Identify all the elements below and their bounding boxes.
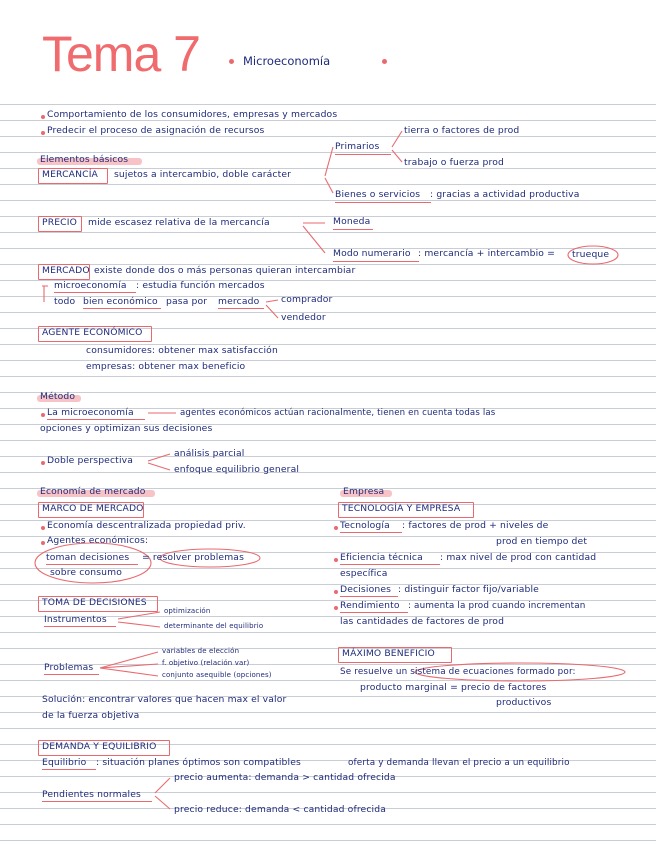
comprador-text: comprador — [281, 294, 333, 305]
bullet-dot — [41, 541, 45, 545]
rule-line — [0, 728, 656, 729]
parcial-text: análisis parcial — [174, 448, 245, 459]
rule-line — [0, 104, 656, 105]
mercado-text: existe donde dos o más personas quieran intercambiar — [94, 265, 356, 276]
efi-text: : max nivel de prod con cantidad — [440, 552, 597, 563]
tec-label: TECNOLOGÍA Y EMPRESA — [342, 503, 461, 514]
underline — [83, 308, 161, 309]
solucion-text: Solución: encontrar valores que hacen max el valor — [42, 694, 287, 705]
trueque-text: trueque — [572, 249, 610, 260]
micro-text: : estudia función mercados — [136, 280, 265, 291]
intro-line-1: Comportamiento de los consumidores, empresas y mercados — [47, 109, 338, 120]
underline — [44, 626, 116, 627]
underline — [340, 596, 398, 597]
micro-label: microeconomía — [54, 280, 127, 291]
rule-line — [0, 648, 656, 649]
determinante-text: determinante del equilibrio — [164, 622, 264, 630]
modo-label: Modo numerario — [333, 248, 411, 259]
general-text: enfoque equilibrio general — [174, 464, 300, 475]
rule-line — [0, 248, 656, 249]
rule-line — [0, 824, 656, 825]
optimizacion-text: optimización — [164, 607, 211, 615]
aumenta-text: precio aumenta: demanda > cantidad ofrecida — [174, 772, 396, 783]
trabajo-text: trabajo o fuerza prod — [404, 157, 504, 168]
todo-text-a: todo — [54, 296, 76, 307]
tec-text: : factores de prod + niveles de — [402, 520, 549, 531]
section-heading-economia: Economía de mercado — [40, 486, 146, 497]
mercado-label: MERCADO — [42, 265, 90, 276]
bullet-dot — [334, 558, 338, 562]
problema-3: conjunto asequible (opciones) — [162, 671, 272, 679]
rule-line — [0, 376, 656, 377]
equilibrio-term: Equilibrio — [42, 757, 87, 768]
bullet-dot — [41, 461, 45, 465]
rule-line — [0, 392, 656, 393]
consumidores-text: consumidores: obtener max satisfacción — [86, 345, 278, 356]
metodo-micro-label: La microeconomía — [47, 407, 134, 418]
metodo-micro-text-2: opciones y optimizan sus decisiones — [40, 423, 213, 434]
problema-2: f. objetivo (relación var) — [162, 659, 250, 667]
maximo-text-2: producto marginal = precio de factores — [360, 682, 547, 693]
marco-label: MARCO DE MERCADO — [42, 503, 144, 514]
underline — [42, 801, 152, 802]
resolver-text: = resolver problemas — [142, 552, 245, 563]
moneda-label: Moneda — [333, 216, 371, 227]
precio-text: mide escasez relativa de la mercancía — [88, 217, 270, 228]
tec-text-2: prod en tiempo det — [496, 536, 588, 547]
precio-label: PRECIO — [42, 217, 77, 228]
instrumentos-label: Instrumentos — [44, 614, 107, 625]
rule-line — [0, 840, 656, 841]
modo-text: : mercancía + intercambio = — [418, 248, 555, 259]
bullet-dot — [382, 59, 387, 64]
page-subtitle: Microeconomía — [243, 54, 331, 68]
underline — [218, 308, 264, 309]
dec-term: Decisiones — [340, 584, 392, 595]
underline — [340, 532, 402, 533]
economia-bullet-2: Agentes económicos: — [47, 535, 149, 546]
rule-line — [0, 440, 656, 441]
underline — [335, 154, 391, 155]
toma-label: TOMA DE DECISIONES — [42, 597, 147, 608]
rule-line — [0, 680, 656, 681]
rule-line — [0, 584, 656, 585]
bullet-dot — [41, 115, 45, 119]
page-title: Tema 7 — [42, 26, 200, 82]
bullet-dot — [334, 590, 338, 594]
underline — [333, 261, 419, 262]
empresas-text: empresas: obtener max beneficio — [86, 361, 246, 372]
agente-label: AGENTE ECONÓMICO — [42, 327, 143, 338]
doble-label: Doble perspectiva — [47, 455, 134, 466]
underline — [42, 769, 96, 770]
section-heading-metodo: Método — [40, 391, 76, 402]
equilibrio-text-2: oferta y demanda llevan el precio a un equilibrio — [348, 758, 570, 768]
bullet-dot — [334, 606, 338, 610]
underline — [47, 419, 145, 420]
ren-text-2: las cantidades de factores de prod — [340, 616, 505, 627]
intro-line-2: Predecir el proceso de asignación de recursos — [47, 125, 265, 136]
maximo-label: MÁXIMO BENEFICIO — [342, 648, 435, 659]
rule-line — [0, 312, 656, 313]
bullet-dot — [41, 526, 45, 530]
tierra-text: tierra o factores de prod — [404, 125, 520, 136]
rule-line — [0, 632, 656, 633]
bullet-dot — [41, 131, 45, 135]
bullet-dot — [334, 526, 338, 530]
rule-line — [0, 232, 656, 233]
problemas-label: Problemas — [44, 662, 94, 673]
rule-line — [0, 152, 656, 153]
dec-text: : distinguir factor fijo/variable — [398, 584, 539, 595]
reduce-text: precio reduce: demanda < cantidad ofrecida — [174, 804, 387, 815]
section-heading-elementos: Elementos básicos — [40, 154, 129, 165]
metodo-micro-text: agentes económicos actúan racionalmente, tienen en cuenta todas las — [180, 408, 496, 418]
demanda-label: DEMANDA Y EQUILIBRIO — [42, 741, 157, 752]
mercancia-text: sujetos a intercambio, doble carácter — [114, 169, 292, 180]
todo-text-b: bien económico — [83, 296, 158, 307]
pendientes-label: Pendientes normales — [42, 789, 141, 800]
rule-line — [0, 184, 656, 185]
underline — [54, 292, 136, 293]
rule-line — [0, 472, 656, 473]
problema-1: variables de elección — [162, 647, 240, 655]
mercancia-label: MERCANCÍA — [42, 169, 98, 180]
sobre-text: sobre consumo — [50, 567, 123, 578]
underline — [44, 674, 99, 675]
bienes-text: : gracias a actividad productiva — [430, 189, 580, 200]
tec-term: Tecnología — [340, 520, 390, 531]
underline — [335, 202, 431, 203]
bullet-dot — [229, 59, 234, 64]
efi-term: Eficiencia técnica — [340, 552, 423, 563]
economia-bullet-1: Economía descentralizada propiedad priv. — [47, 520, 246, 531]
ren-term: Rendimiento — [340, 600, 400, 611]
maximo-text-3: productivos — [496, 697, 552, 708]
primarios-label: Primarios — [335, 141, 380, 152]
underline — [333, 229, 373, 230]
toman-text: toman decisiones — [46, 552, 130, 563]
bullet-dot — [41, 413, 45, 417]
bienes-label: Bienes o servicios — [335, 189, 421, 200]
vendedor-text: vendedor — [281, 312, 326, 323]
maximo-text: Se resuelve un sistema de ecuaciones formado por: — [340, 667, 576, 677]
underline — [340, 564, 440, 565]
todo-text-c: pasa por — [166, 296, 208, 307]
efi-text-2: específica — [340, 568, 388, 579]
section-heading-empresa: Empresa — [343, 486, 385, 497]
ren-text: : aumenta la prod cuando incrementan — [408, 601, 586, 611]
equilibrio-text: : situación planes óptimos son compatibles — [96, 757, 301, 768]
underline — [46, 564, 138, 565]
underline — [340, 612, 408, 613]
solucion-text-2: de la fuerza objetiva — [42, 710, 140, 721]
todo-text-d: mercado — [218, 296, 260, 307]
rule-line — [0, 664, 656, 665]
